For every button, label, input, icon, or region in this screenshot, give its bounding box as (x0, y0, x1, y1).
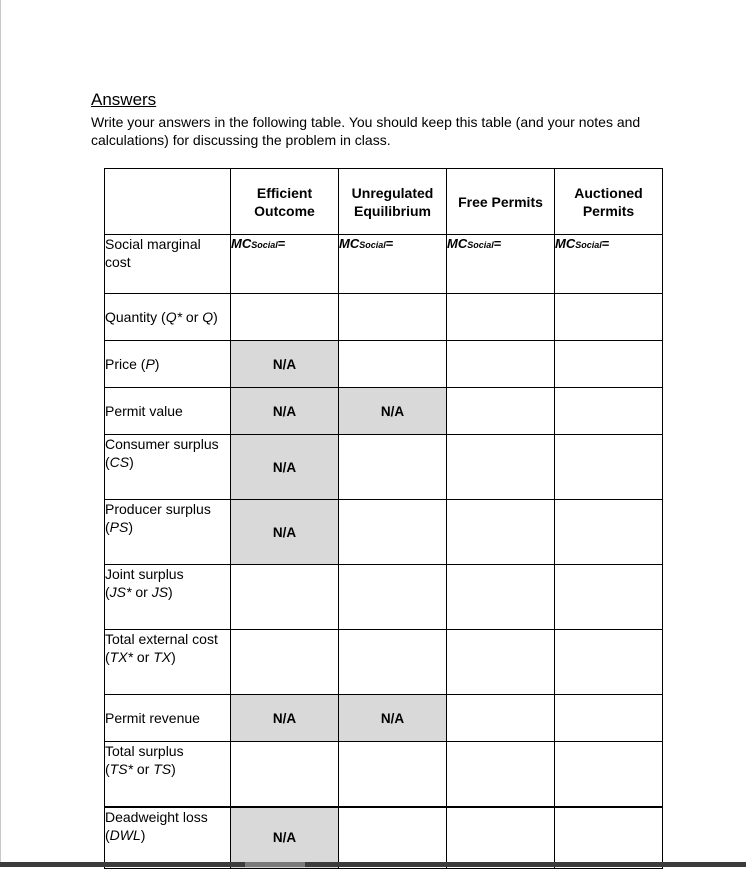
table-row (105, 341, 663, 388)
answer-cell[interactable] (447, 630, 555, 695)
answer-cell[interactable] (339, 742, 447, 807)
answers-table (104, 168, 663, 869)
answer-cell[interactable] (339, 294, 447, 341)
header-blank (105, 169, 231, 235)
answer-cell[interactable] (555, 341, 663, 388)
answer-cell[interactable] (447, 294, 555, 341)
table-row (105, 565, 663, 630)
answer-cell[interactable] (555, 807, 663, 869)
answer-cell[interactable] (339, 565, 447, 630)
row-label-deadweight-loss: Deadweight loss (DWL) (105, 807, 231, 869)
table-row (105, 500, 663, 565)
table-row (105, 294, 663, 341)
na-cell: N/A (339, 695, 447, 742)
answer-cell[interactable] (231, 565, 339, 630)
answer-cell[interactable] (447, 695, 555, 742)
answer-cell[interactable] (447, 500, 555, 565)
answer-cell[interactable] (447, 341, 555, 388)
answer-cell[interactable] (555, 435, 663, 500)
mc-social-cell[interactable]: MCSocial= (447, 235, 555, 294)
row-label-permit-value: Permit value (105, 388, 231, 435)
header-unregulated-equilibrium: Unregulated Equilibrium (339, 169, 447, 235)
answer-cell[interactable] (447, 807, 555, 869)
scrollbar-thumb[interactable] (245, 862, 305, 867)
header-efficient-outcome: Efficient Outcome (231, 169, 339, 235)
bottom-scrollbar[interactable] (0, 862, 746, 867)
answer-cell[interactable] (231, 630, 339, 695)
na-cell: N/A (231, 341, 339, 388)
row-label-price: Price (P) (105, 341, 231, 388)
row-label-social-marginal-cost: Social marginal cost (105, 235, 231, 294)
answer-cell[interactable] (447, 742, 555, 807)
answers-heading: Answers (91, 90, 157, 109)
answer-cell[interactable] (339, 500, 447, 565)
row-label-total-surplus: Total surplus (TS* or TS) (105, 742, 231, 807)
table-row (105, 235, 663, 294)
row-label-joint-surplus: Joint surplus (JS* or JS) (105, 565, 231, 630)
row-label-total-external-cost: Total external cost (TX* or TX) (105, 630, 231, 695)
table-header-row (105, 169, 663, 235)
answer-cell[interactable] (339, 435, 447, 500)
table-row (105, 630, 663, 695)
answer-cell[interactable] (555, 630, 663, 695)
row-label-producer-surplus: Producer surplus (PS) (105, 500, 231, 565)
na-cell: N/A (231, 435, 339, 500)
row-label-consumer-surplus: Consumer surplus (CS) (105, 435, 231, 500)
table-row (105, 435, 663, 500)
na-cell: N/A (231, 388, 339, 435)
mc-social-cell[interactable]: MCSocial= (555, 235, 663, 294)
answer-cell[interactable] (447, 565, 555, 630)
answer-cell[interactable] (231, 294, 339, 341)
answer-cell[interactable] (555, 500, 663, 565)
table-row (105, 388, 663, 435)
answer-cell[interactable] (555, 294, 663, 341)
row-label-permit-revenue: Permit revenue (105, 695, 231, 742)
answer-cell[interactable] (555, 695, 663, 742)
na-cell: N/A (231, 807, 339, 869)
header-auctioned-permits: Auctioned Permits (555, 169, 663, 235)
table-row (105, 807, 663, 869)
table-row (105, 742, 663, 807)
mc-social-cell[interactable]: MCSocial= (339, 235, 447, 294)
mc-social-cell[interactable]: MCSocial= (231, 235, 339, 294)
na-cell: N/A (231, 500, 339, 565)
table-row (105, 695, 663, 742)
answer-cell[interactable] (231, 742, 339, 807)
answer-cell[interactable] (339, 630, 447, 695)
page-edge (0, 0, 1, 867)
answer-cell[interactable] (339, 341, 447, 388)
answer-cell[interactable] (339, 807, 447, 869)
answer-cell[interactable] (555, 742, 663, 807)
intro-paragraph: Write your answers in the following table. You should keep this table (and your notes and calculations) for discussing the problem in class. (91, 114, 641, 148)
row-label-quantity: Quantity (Q* or Q) (105, 294, 231, 341)
na-cell: N/A (231, 695, 339, 742)
na-cell: N/A (339, 388, 447, 435)
answer-cell[interactable] (555, 388, 663, 435)
answer-cell[interactable] (555, 565, 663, 630)
header-free-permits: Free Permits (447, 169, 555, 235)
answer-cell[interactable] (447, 388, 555, 435)
answer-cell[interactable] (447, 435, 555, 500)
